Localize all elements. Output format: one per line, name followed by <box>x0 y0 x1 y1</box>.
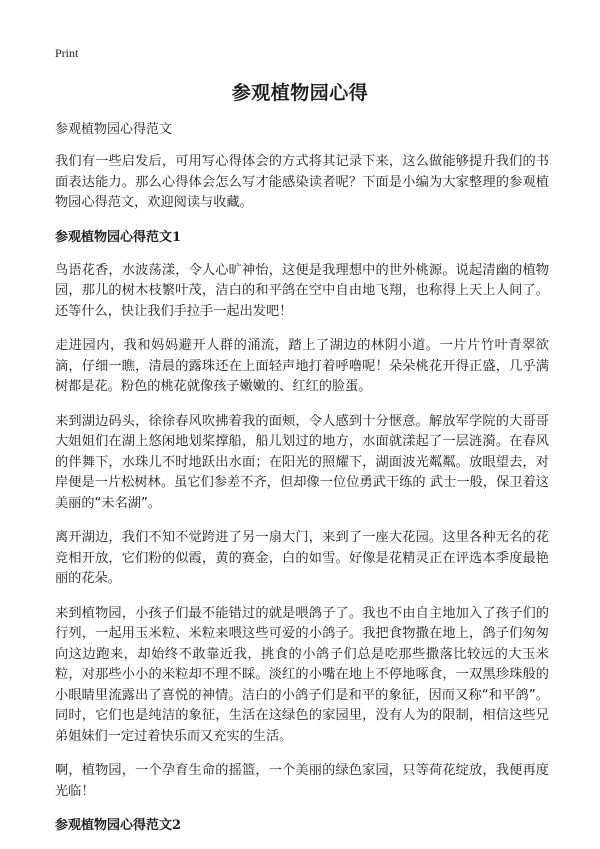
print-link[interactable]: Print <box>55 46 79 60</box>
document-body <box>55 120 549 849</box>
document-subtitle: 参观植物园心得范文 <box>55 122 173 137</box>
paragraph: 走进园内，我和妈妈避开人群的涌流，踏上了湖边的林阴小道。一片片竹叶青翠欲滴，仔细一瞧，清晨的露珠还在上面轻声地打着呼噜呢！朵朵桃花开得正盛，几乎满树都是花。粉色的桃花就像孩子嫩嫩的、红红的脸蛋。 <box>55 338 549 394</box>
paragraph: 来到湖边码头，徐徐春风吹拂着我的面颊，令人感到十分惬意。解放军学院的大哥哥大姐姐们在湖上悠闲地划桨撑船，船儿划过的地方，水面就漾起了一层涟漪。在春风的伴舞下，水珠儿不时地跃出水面；在阳光的照耀下，湖面波光粼粼。放眼望去，对岸便是一片松树林。虽它们参差不齐，但却像一位位勇武干练的 武士一般，保卫着这美丽的“未名湖”。 <box>55 413 549 511</box>
section-heading-2: 参观植物园心得范文2 <box>55 818 182 833</box>
paragraph: 来到植物园，小孩子们最不能错过的就是喂鸽子了。我也不由自主地加入了孩子们的行列，一起用玉米粒、米粒来喂这些可爱的小鸽子。我把食物撒在地上，鸽子们匆匆向这边跑来，却始终不敢靠近我，挑食的小鸽子们总是吃那些撒落比较远的大玉米粒，对那些小小的米粒却不理不睬。淡红的小嘴在地上不停地啄食，一双黑珍珠般的小眼睛里流露出了喜悦的神情。洁白的小鸽子们是和平的象征，因而又称“和平鸽”。同时，它们也是纯洁的象征，生活在这绿色的家园里，没有人为的限制，相信这些兄弟姐妹们一定过着快乐而又充实的生活。 <box>55 605 549 744</box>
paragraph: 离开湖边，我们不知不觉跨进了另一扇大门，来到了一座大花园。这里各种无名的花竞相开放，它们粉的似霞，黄的赛金，白的如雪。好像是花精灵正在评选本季度最艳丽的花朵。 <box>55 530 549 586</box>
paragraph: 啊，植物园，一个孕育生命的摇篮，一个美丽的绿色家园，只等荷花绽放，我便再度光临！ <box>55 763 549 799</box>
section-heading-1: 参观植物园心得范文1 <box>55 229 182 245</box>
intro-paragraph: 我们有一些启发后，可用写心得体会的方式将其记录下来，这么做能够提升我们的书面表达能力。那么心得体会怎么写才能感染读者呢？下面是小编为大家整理的参观植物园心得范文，欢迎阅读与收藏。 <box>55 154 549 210</box>
paragraph: 鸟语花香，水波荡漾，令人心旷神怡，这便是我理想中的世外桃源。说起清幽的植物园，那儿的树木枝繁叶茂，洁白的和平鸽在空中自由地飞翔，也称得上天上人间了。还等什么，快让我们手拉手一起出发吧！ <box>55 262 549 319</box>
page-title: 参观植物园心得 <box>231 82 369 104</box>
